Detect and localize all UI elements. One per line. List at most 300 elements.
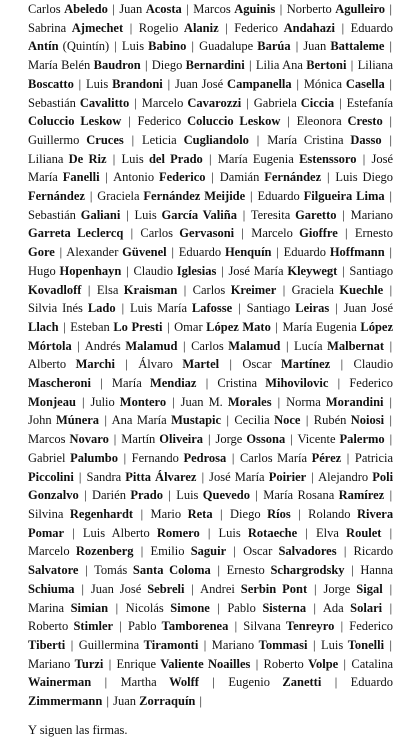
surname: Turzi xyxy=(74,656,104,671)
name-separator: | xyxy=(282,282,286,297)
surname: Kraisman xyxy=(123,282,178,297)
surname: López Mórtola xyxy=(28,319,394,353)
name-separator: | xyxy=(134,95,137,110)
surname: Sisterna xyxy=(262,600,307,615)
name-separator: | xyxy=(255,656,259,671)
first-name: José María xyxy=(209,469,265,484)
first-name: Marcelo xyxy=(141,95,184,110)
first-name: Mario xyxy=(150,506,182,521)
surname: Malbernat xyxy=(327,338,384,353)
signatory-name xyxy=(90,395,166,409)
surname: Bertoni xyxy=(306,58,347,73)
surname: Saguir xyxy=(190,544,227,559)
name-separator: | xyxy=(342,263,345,278)
name-separator: | xyxy=(100,376,103,391)
surname: Poli Gonzalvo xyxy=(28,469,394,503)
first-name: Lucía xyxy=(294,338,323,353)
first-name: Guadalupe xyxy=(199,39,254,54)
name-separator: | xyxy=(389,581,393,596)
name-separator: | xyxy=(256,132,260,147)
signatory-name xyxy=(142,96,242,110)
first-name: Federico xyxy=(349,619,394,634)
name-separator: | xyxy=(389,338,393,353)
first-name: María xyxy=(111,376,142,391)
name-separator: | xyxy=(233,544,236,559)
first-name: Álvaro xyxy=(138,357,173,372)
name-separator: | xyxy=(144,58,148,73)
surname: Filgueira Lima xyxy=(303,189,385,204)
name-separator: | xyxy=(389,2,393,16)
first-name: Mariano xyxy=(28,656,71,671)
signatory-name xyxy=(323,582,382,596)
surname: Dasso xyxy=(350,132,382,147)
first-name: Carlos María xyxy=(239,450,308,465)
name-separator: | xyxy=(389,432,393,447)
name-separator: | xyxy=(279,2,283,16)
surname: Campanella xyxy=(227,76,292,91)
name-separator: | xyxy=(346,450,350,465)
name-separator: | xyxy=(125,357,128,372)
name-separator: | xyxy=(113,432,117,447)
first-name: Eugenio xyxy=(228,675,270,690)
first-name: Claudio xyxy=(133,263,174,278)
surname: Marchi xyxy=(75,357,115,372)
first-name: Luis Alberto xyxy=(82,525,150,540)
name-separator: | xyxy=(130,226,134,241)
first-name: Juan xyxy=(113,694,136,709)
first-name: Fernando xyxy=(131,450,179,465)
signatory-name xyxy=(79,638,199,652)
surname: Ajmechet xyxy=(71,20,124,35)
signatory-name xyxy=(28,601,108,615)
first-name: Jorge xyxy=(215,432,243,447)
surname: Solari xyxy=(350,600,383,615)
surname: Rotaeche xyxy=(247,525,298,540)
name-separator: | xyxy=(351,563,354,578)
name-separator: | xyxy=(275,319,278,334)
name-separator: | xyxy=(126,263,129,278)
signatory-name xyxy=(132,451,227,465)
surname: Tommasi xyxy=(258,637,308,652)
surname: Alaniz xyxy=(183,20,219,35)
name-separator: | xyxy=(350,58,354,73)
surname: Stimler xyxy=(73,619,114,634)
surname: Tiberti xyxy=(28,637,66,652)
surname: Zanetti xyxy=(282,675,322,690)
name-separator: | xyxy=(389,525,393,540)
first-name: Julio xyxy=(90,394,115,409)
signatory-name xyxy=(28,451,118,465)
name-separator: | xyxy=(389,76,393,91)
surname: Schargrodsky xyxy=(270,563,345,578)
signatory-name xyxy=(212,638,308,652)
signatory-name xyxy=(191,339,280,353)
name-separator: | xyxy=(81,581,84,596)
first-name: Patricia xyxy=(354,450,394,465)
first-name: Carlos xyxy=(191,338,224,353)
signatory-name xyxy=(119,2,182,16)
first-name: Sebastián xyxy=(28,95,76,110)
signatory-name xyxy=(28,619,113,633)
first-name: Juan José xyxy=(90,581,142,596)
signatory-name xyxy=(234,413,300,427)
surname: Novaro xyxy=(69,432,109,447)
first-name: María Eugenia xyxy=(217,151,294,166)
first-name: Lilia Ana xyxy=(255,58,303,73)
first-name: Rolando xyxy=(308,506,351,521)
first-name: Juan xyxy=(303,39,327,54)
first-name: Ricardo xyxy=(353,544,394,559)
signatory-name xyxy=(86,77,163,91)
name-separator: | xyxy=(343,544,347,559)
name-separator: | xyxy=(226,413,229,428)
first-name: Marcelo xyxy=(28,544,70,559)
surname: Bernardini xyxy=(185,58,245,73)
name-separator: | xyxy=(191,581,194,596)
name-separator: | xyxy=(85,563,88,578)
first-name: Vicente xyxy=(297,432,336,447)
name-separator: | xyxy=(238,301,241,316)
first-name: Sandra xyxy=(86,469,122,484)
first-name: Eleonora xyxy=(296,114,342,129)
signatory-name xyxy=(254,96,334,110)
first-name: Eduardo xyxy=(283,245,326,260)
first-name: Eduardo xyxy=(350,20,393,35)
first-name: Luis xyxy=(121,151,144,166)
name-separator: | xyxy=(389,394,393,409)
surname: Leiras xyxy=(295,301,330,316)
surname: Estenssoro xyxy=(299,151,357,166)
surname: Simian xyxy=(70,600,109,615)
surname: Regenhardt xyxy=(69,506,134,521)
signatory-name xyxy=(121,152,202,166)
surname: Simone xyxy=(170,600,210,615)
first-name: Pablo xyxy=(227,600,256,615)
first-name: Andrés xyxy=(84,338,121,353)
name-separator: | xyxy=(168,488,171,503)
first-name: María Rosana xyxy=(263,488,335,503)
signatory-name xyxy=(28,657,103,671)
first-name: Cristina xyxy=(217,376,257,391)
signatory-name xyxy=(28,21,123,35)
first-name: Graciela xyxy=(97,189,140,204)
signatory-name xyxy=(28,301,116,315)
name-separator: | xyxy=(115,600,119,615)
signatory-name xyxy=(28,432,109,446)
surname: Malamud xyxy=(125,338,178,353)
surname: Poirier xyxy=(268,469,307,484)
first-name: Mariano xyxy=(211,637,255,652)
surname: Hopenhayn xyxy=(59,263,122,278)
name-separator: | xyxy=(108,656,112,671)
first-name: Claudio xyxy=(353,357,394,372)
name-separator: | xyxy=(314,581,317,596)
surname: Salvadores xyxy=(278,544,337,559)
signatory-name xyxy=(97,283,177,297)
name-separator: | xyxy=(112,2,115,16)
first-name: Marcos xyxy=(193,2,231,16)
name-separator: | xyxy=(246,95,249,110)
signatory-name xyxy=(234,21,335,35)
name-separator: | xyxy=(345,226,348,241)
signatory-name xyxy=(121,432,203,446)
name-separator: | xyxy=(305,525,308,540)
first-name: Diego xyxy=(230,506,261,521)
signatory-name xyxy=(242,357,330,371)
first-name: Jorge xyxy=(323,581,351,596)
name-separator: | xyxy=(208,432,211,447)
surname: Sebreli xyxy=(147,581,185,596)
surname: Casella xyxy=(345,76,385,91)
surname: del Prado xyxy=(148,151,203,166)
first-name: Marcelo xyxy=(251,226,293,241)
signatory-name xyxy=(28,264,121,278)
signatory-name xyxy=(87,470,197,484)
first-name: Rubén xyxy=(313,413,347,428)
name-separator: | xyxy=(389,245,393,260)
signatory-name xyxy=(28,152,107,166)
name-separator: | xyxy=(78,76,82,91)
signatory-name xyxy=(227,563,345,577)
name-separator: | xyxy=(114,39,117,54)
first-name: Norberto xyxy=(286,2,332,16)
name-separator: | xyxy=(287,114,290,129)
signatory-name xyxy=(150,544,226,558)
surname: Andahazi xyxy=(283,20,335,35)
surname: Abeledo xyxy=(64,2,108,16)
signatory-name xyxy=(117,657,251,671)
signatures-page xyxy=(28,0,393,739)
surname: Noiosi xyxy=(350,413,385,428)
first-name: Marcos xyxy=(28,432,66,447)
surname: García Valiña xyxy=(161,207,237,222)
signatory-name xyxy=(28,544,134,558)
surname: Gervasoni xyxy=(179,226,235,241)
signatory-name xyxy=(215,432,285,446)
first-name: Pablo xyxy=(127,619,157,634)
surname: Babino xyxy=(148,39,187,54)
signatory-name xyxy=(92,488,163,502)
surname: Iglesias xyxy=(176,263,217,278)
surname: Coluccio Leskow xyxy=(187,114,281,129)
signatory-name xyxy=(230,507,291,521)
first-name: Luis Diego xyxy=(335,170,394,185)
signatory-name xyxy=(174,320,271,334)
name-separator: | xyxy=(121,301,125,316)
name-separator: | xyxy=(78,469,82,484)
name-separator: | xyxy=(89,189,93,204)
signatory-name xyxy=(28,357,115,371)
name-separator: | xyxy=(290,432,293,447)
surname: Roulet xyxy=(346,525,382,540)
surname: Múnera xyxy=(56,413,100,428)
signatory-name xyxy=(113,170,205,184)
surname: Ossona xyxy=(246,432,286,447)
signatory-name xyxy=(209,470,306,484)
surname: Henquín xyxy=(224,245,272,260)
name-separator: | xyxy=(63,319,66,334)
first-name: Luis xyxy=(218,525,241,540)
first-name: Liliana xyxy=(28,151,64,166)
first-name: Ada xyxy=(322,600,344,615)
first-name: Roberto xyxy=(28,619,69,634)
first-name: Elsa xyxy=(96,282,119,297)
name-separator: | xyxy=(87,282,91,297)
surname: Tamborenea xyxy=(161,619,229,634)
name-separator: | xyxy=(389,413,392,428)
signatory-name xyxy=(243,619,334,633)
signatory-name xyxy=(28,413,99,427)
first-name: Alexander xyxy=(66,245,119,260)
name-separator: | xyxy=(205,376,209,391)
signatory-name xyxy=(175,77,292,91)
signatory-name xyxy=(122,39,187,53)
first-name: Roberto xyxy=(263,656,304,671)
first-name: Federico xyxy=(137,114,182,129)
surname: Montero xyxy=(119,394,167,409)
signatory-name xyxy=(247,301,330,315)
first-name: Gabriel xyxy=(28,450,66,465)
signatory-name xyxy=(28,507,133,521)
name-separator: | xyxy=(217,600,220,615)
name-separator: | xyxy=(389,132,393,147)
name-separator: | xyxy=(191,39,194,54)
signatory-name xyxy=(263,488,384,502)
first-name: María Eugenia xyxy=(282,319,357,334)
surname: Monjeau xyxy=(28,394,76,409)
surname: Baudron xyxy=(93,58,141,73)
signatory-name xyxy=(200,582,307,596)
name-separator: | xyxy=(104,413,107,428)
first-name: Hanna xyxy=(360,563,393,578)
surname: Rozenberg xyxy=(75,544,134,559)
first-name: Santiago xyxy=(246,301,291,316)
first-name: Guillermo xyxy=(28,132,80,147)
name-separator: | xyxy=(183,338,186,353)
name-separator: | xyxy=(229,357,233,372)
surname: Volpe xyxy=(308,656,339,671)
first-name: Luis xyxy=(121,39,145,54)
first-name: Carlos xyxy=(140,226,174,241)
name-separator: | xyxy=(209,151,212,166)
signatory-name xyxy=(199,39,291,53)
surname: De Riz xyxy=(68,151,107,166)
surname: Battaleme xyxy=(330,39,385,54)
surname: Zorraquín xyxy=(139,694,196,709)
name-separator: | xyxy=(389,39,393,54)
first-name: Carlos xyxy=(28,2,61,16)
name-separator: | xyxy=(389,488,393,503)
signatory-name xyxy=(28,208,120,222)
surname: Antín xyxy=(28,39,59,54)
name-separator: | xyxy=(77,338,80,353)
first-name: Estefanía xyxy=(346,95,394,110)
surname: Agulleiro xyxy=(335,2,386,16)
signatory-name xyxy=(304,77,385,91)
name-separator: | xyxy=(339,95,342,110)
surname: Salvatore xyxy=(28,563,79,578)
surname: Garreta Leclercq xyxy=(28,226,124,241)
surname: Pérez xyxy=(311,450,342,465)
signatories-list xyxy=(28,0,393,711)
signatory-name xyxy=(286,395,383,409)
surname: Gioffre xyxy=(299,226,338,241)
first-name: Silvina xyxy=(28,506,64,521)
surname: Barúa xyxy=(257,39,291,54)
surname: Cugliandolo xyxy=(183,132,249,147)
name-separator: | xyxy=(340,357,344,372)
surname: Palermo xyxy=(339,432,385,447)
first-name: Catalina xyxy=(351,656,394,671)
signatory-name xyxy=(83,526,200,540)
signatory-name xyxy=(297,114,383,128)
first-name: Hugo xyxy=(28,263,56,278)
surname: Schiuma xyxy=(28,581,75,596)
name-separator: | xyxy=(167,319,170,334)
surname: Lado xyxy=(87,301,116,316)
signatory-name xyxy=(138,114,281,128)
surname: Fernández xyxy=(264,170,322,185)
surname: Brandoni xyxy=(112,76,163,91)
signatory-name xyxy=(28,96,129,110)
name-separator: | xyxy=(231,450,235,465)
signatory-name xyxy=(94,563,211,577)
signatory-name xyxy=(134,208,236,222)
surname: Garetto xyxy=(295,207,337,222)
surname: Noce xyxy=(274,413,301,428)
signatory-name xyxy=(240,451,341,465)
first-name: Carlos xyxy=(192,282,226,297)
name-separator: | xyxy=(128,114,131,129)
first-name: Eduardo xyxy=(350,675,394,690)
signatory-name xyxy=(284,245,385,259)
first-name: Enrique xyxy=(116,656,157,671)
first-name: Luis María xyxy=(130,301,187,316)
surname: Ramírez xyxy=(338,488,385,503)
surname: Cruces xyxy=(86,132,124,147)
name-separator: | xyxy=(140,544,144,559)
name-separator: | xyxy=(311,469,314,484)
surname: Kreimer xyxy=(230,282,277,297)
surname: Tenreyro xyxy=(285,619,335,634)
name-separator: | xyxy=(255,488,258,503)
signatory-name xyxy=(28,58,141,72)
surname: López Mato xyxy=(206,319,271,334)
name-separator: | xyxy=(207,525,211,540)
surname: Morales xyxy=(227,394,272,409)
name-separator: | xyxy=(234,619,238,634)
signatory-name xyxy=(227,601,306,615)
surname: Quevedo xyxy=(202,488,251,503)
first-name: Eduardo xyxy=(257,189,300,204)
signatory-name xyxy=(257,189,384,203)
name-separator: | xyxy=(335,301,338,316)
surname: Ríos xyxy=(267,506,291,521)
name-separator: | xyxy=(313,600,317,615)
surname: Federico xyxy=(158,170,206,185)
name-separator: | xyxy=(295,39,299,54)
signatory-name xyxy=(264,657,339,671)
surname: Kovadloff xyxy=(28,282,82,297)
signatory-name xyxy=(294,339,384,353)
name-separator: | xyxy=(119,619,122,634)
surname: Santa Coloma xyxy=(132,563,211,578)
name-separator: | xyxy=(276,245,279,260)
first-name: Silvia Inés xyxy=(28,301,83,316)
signatory-name xyxy=(193,2,275,16)
surname: Kleywegt xyxy=(287,263,338,278)
signatory-name xyxy=(112,413,221,427)
